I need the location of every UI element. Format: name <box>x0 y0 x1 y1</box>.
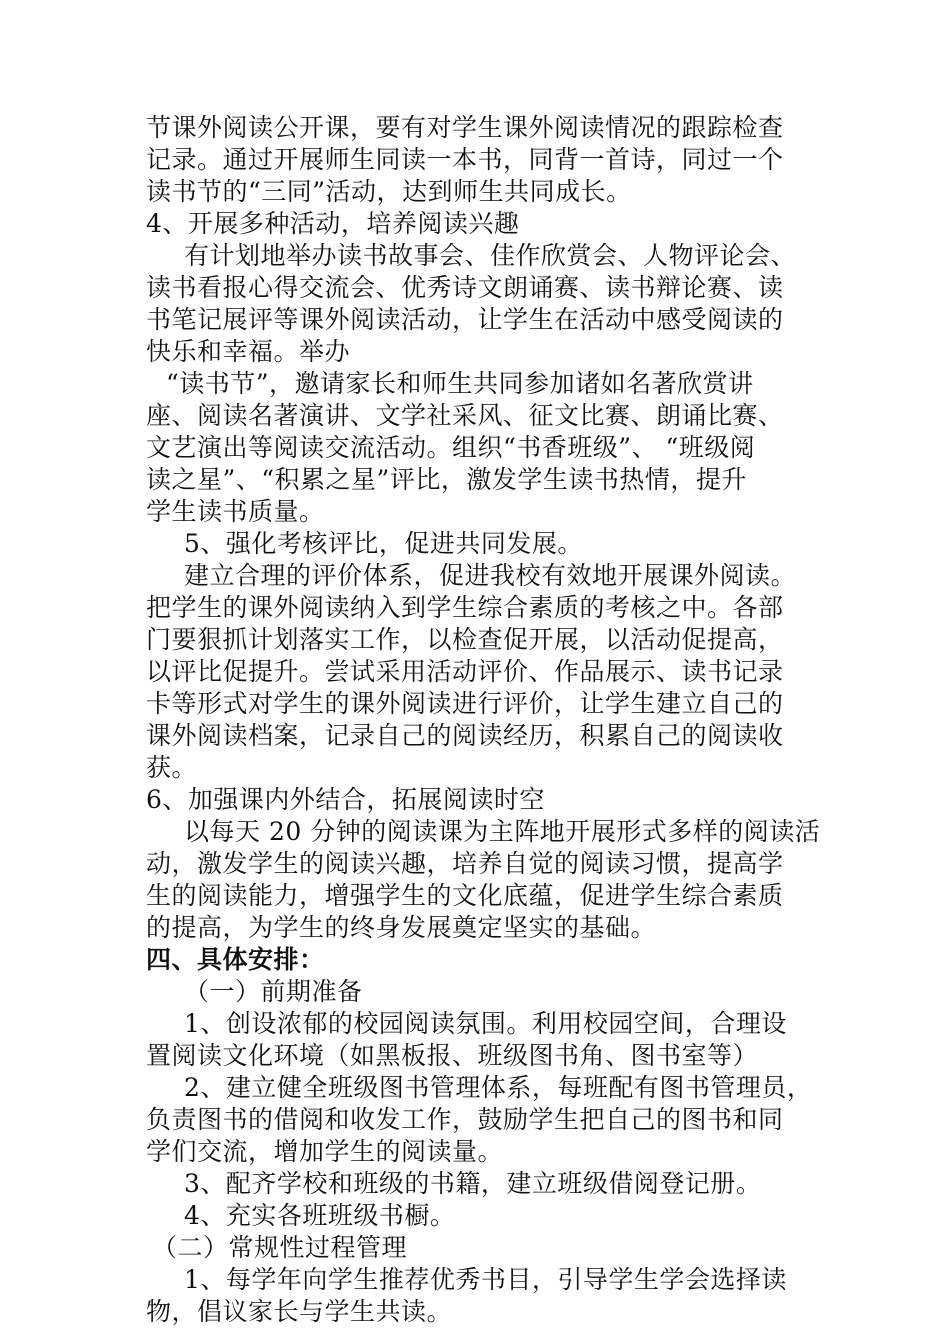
paragraph-prep-2 <box>146 1072 816 1168</box>
text-line: 2、建立健全班级图书管理体系，每班配有图书管理员， <box>184 1073 813 1102</box>
text-line: 1、每学年向学生推荐优秀书目，引导学生学会选择读 <box>184 1265 787 1294</box>
text-line: 卡等形式对学生的课外阅读进行评价，让学生建立自己的 <box>146 689 784 718</box>
subsection-heading-preparation: （一）前期准备 <box>184 977 363 1006</box>
text-line: 以评比促提升。尝试采用活动评价、作品展示、读书记录 <box>146 657 784 686</box>
section-heading-6: 6、加强课内外结合，拓展阅读时空 <box>146 785 545 814</box>
paragraph-prep-1 <box>146 1008 816 1072</box>
text-line: 学们交流，增加学生的阅读量。 <box>146 1137 504 1166</box>
text-line: 1、创设浓郁的校园阅读氛围。利用校园空间，合理设 <box>184 1009 787 1038</box>
text-line: 门要狠抓计划落实工作，以检查促开展，以活动促提高， <box>146 625 784 654</box>
text-line: 以每天 20 分钟的阅读课为主阵地开展形式多样的阅读活 <box>184 817 821 846</box>
text-line: 的提高，为学生的终身发展奠定坚实的基础。 <box>146 913 657 942</box>
section-heading-4: 4、开展多种活动，培养阅读兴趣 <box>146 209 520 238</box>
section-heading-5: 5、强化考核评比，促进共同发展。 <box>184 529 583 558</box>
text-line: 置阅读文化环境（如黑板报、班级图书角、图书室等） <box>146 1041 759 1070</box>
paragraph-routine-1 <box>146 1264 816 1328</box>
paragraph-reading-festival <box>146 368 816 528</box>
paragraph-prep-4: 4、充实各班班级书橱。 <box>184 1201 456 1230</box>
document-body <box>146 112 821 1328</box>
text-line: 座、阅读名著演讲、文学社采风、征文比赛、朗诵比赛、 <box>146 401 784 430</box>
text-line: 物，倡议家长与学生共读。 <box>146 1297 453 1326</box>
paragraph-prep-3: 3、配齐学校和班级的书籍，建立班级借阅登记册。 <box>184 1169 762 1198</box>
chapter-heading-arrangements: 四、具体安排： <box>146 945 325 974</box>
text-line: 节课外阅读公开课，要有对学生课外阅读情况的跟踪检查 <box>146 113 784 142</box>
text-line: 有计划地举办读书故事会、佳作欣赏会、人物评论会、 <box>184 241 797 270</box>
paragraph-reading-class <box>146 816 821 944</box>
subsection-heading-routine: （二）常规性过程管理 <box>152 1233 408 1262</box>
text-line: 读书看报心得交流会、优秀诗文朗诵赛、读书辩论赛、读 <box>146 273 784 302</box>
text-line: 书笔记展评等课外阅读活动，让学生在活动中感受阅读的 <box>146 305 784 334</box>
text-line: 生的阅读能力，增强学生的文化底蕴，促进学生综合素质 <box>146 881 784 910</box>
text-line: 建立合理的评价体系，促进我校有效地开展课外阅读。 <box>184 561 797 590</box>
text-line: “读书节”，邀请家长和师生共同参加诸如名著欣赏讲 <box>166 369 754 398</box>
text-line: 把学生的课外阅读纳入到学生综合素质的考核之中。各部 <box>146 593 784 622</box>
text-line: 文艺演出等阅读交流活动。组织“书香班级”、 “班级阅 <box>146 433 756 462</box>
text-line: 动，激发学生的阅读兴趣，培养自觉的阅读习惯，提高学 <box>146 849 784 878</box>
text-line: 读书节的“三同”活动，达到师生共同成长。 <box>146 177 632 206</box>
paragraph-activities <box>146 240 816 368</box>
text-line: 快乐和幸福。举办 <box>146 337 351 366</box>
paragraph-evaluation <box>146 560 816 784</box>
text-line: 记录。通过开展师生同读一本书，同背一首诗，同过一个 <box>146 145 784 174</box>
text-line: 获。 <box>146 753 198 782</box>
text-line: 负责图书的借阅和收发工作，鼓励学生把自己的图书和同 <box>146 1105 784 1134</box>
text-line: 学生读书质量。 <box>146 497 325 526</box>
text-line: 读之星”、“积累之星”评比，激发学生读书热情，提升 <box>146 465 747 494</box>
text-line: 课外阅读档案，记录自己的阅读经历，积累自己的阅读收 <box>146 721 784 750</box>
paragraph-open-class <box>146 112 816 208</box>
